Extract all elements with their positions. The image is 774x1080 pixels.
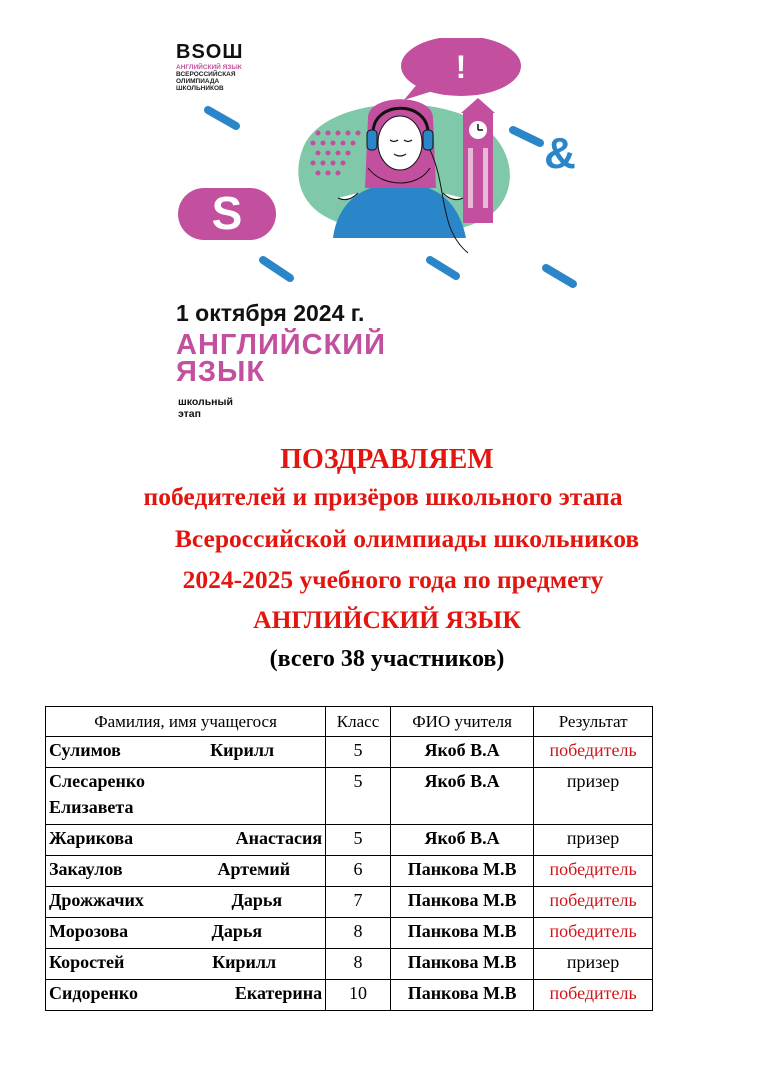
student-name-cell [46, 980, 326, 1011]
student-name-cell [46, 737, 326, 768]
result-cell: призер [534, 949, 653, 980]
brand-subtitle-line4: ШКОЛЬНИКОВ [176, 85, 224, 92]
header-teacher: ФИО учителя [390, 707, 533, 737]
student-name-cell [46, 887, 326, 918]
olympiad-poster [168, 38, 638, 433]
result-cell: победитель [534, 737, 653, 768]
table-row [46, 918, 653, 949]
student-surname: Слесаренко [49, 771, 146, 791]
table-row [46, 768, 653, 825]
headline-winners: победителей и призёров школьного этапа [143, 482, 623, 511]
table-row [46, 887, 653, 918]
headline-congratulations: ПОЗДРАВЛЯЕМ [280, 444, 494, 475]
result-cell: призер [534, 825, 653, 856]
result-cell: победитель [534, 856, 653, 887]
teacher-cell: Панкова М.В [390, 980, 533, 1011]
svg-text:S: S [211, 187, 243, 239]
student-surname: Сулимов [49, 740, 121, 760]
student-given-name: Дарья [211, 921, 263, 941]
results-table [45, 706, 653, 1011]
table-row [46, 856, 653, 887]
student-name-cell [46, 856, 326, 887]
grade-cell: 5 [326, 737, 391, 768]
student-surname: Закаулов [49, 859, 123, 879]
grade-cell: 5 [326, 825, 391, 856]
brand-subtitle-line1: АНГЛИЙСКИЙ ЯЗЫК [176, 64, 242, 71]
table-header-row [46, 707, 653, 737]
grade-cell: 7 [326, 887, 391, 918]
headline-subject: АНГЛИЙСКИЙ ЯЗЫК [253, 605, 521, 634]
student-given-name: Кирилл [210, 740, 275, 760]
brand-logo-text: BSOШ [176, 41, 244, 63]
grade-cell: 5 [326, 768, 391, 825]
header-result: Результат [534, 707, 653, 737]
header-student-name: Фамилия, имя учащегося [46, 707, 326, 737]
result-cell: победитель [534, 918, 653, 949]
teacher-cell: Якоб В.А [390, 768, 533, 825]
student-surname: Коростей [49, 952, 125, 972]
student-surname: Дрожжачих [49, 890, 144, 910]
student-given-name: Екатерина [234, 983, 323, 1003]
brand-subtitle-line2: ВСЕРОССИЙСКАЯ [176, 71, 236, 78]
table-row [46, 949, 653, 980]
table-row [46, 825, 653, 856]
headline-year: 2024-2025 учебного года по предмету [182, 565, 604, 594]
teacher-cell: Панкова М.В [390, 949, 533, 980]
grade-cell: 8 [326, 949, 391, 980]
student-given-name: Артемий [217, 859, 291, 879]
teacher-cell: Якоб В.А [390, 825, 533, 856]
headline-olympiad: Всероссийской олимпиады школьников [174, 524, 640, 553]
grade-cell: 6 [326, 856, 391, 887]
poster-subject [176, 329, 386, 388]
result-cell: победитель [534, 887, 653, 918]
table-row [46, 737, 653, 768]
student-name-cell [46, 825, 326, 856]
result-cell: победитель [534, 980, 653, 1011]
poster-stage-line2: этап [178, 408, 201, 420]
grade-cell: 8 [326, 918, 391, 949]
poster-subject-line1: АНГЛИЙСКИЙ [176, 329, 386, 361]
student-given-name: Дарья [231, 890, 283, 910]
brand-subtitle-line3: ОЛИМПИАДА [176, 78, 220, 85]
svg-text:!: ! [455, 49, 467, 85]
poster-stage [178, 396, 233, 420]
table-row [46, 980, 653, 1011]
speech-bubble-icon [401, 38, 521, 100]
poster-illustration [168, 38, 638, 298]
clock-tower-icon [461, 98, 495, 223]
participant-count: (всего 38 участников) [269, 646, 505, 672]
result-cell: призер [534, 768, 653, 825]
student-name-cell [46, 918, 326, 949]
student-name-cell [46, 768, 326, 825]
student-name-cell [46, 949, 326, 980]
ampersand-decoration: & [544, 129, 576, 178]
student-surname: Морозова [49, 921, 129, 941]
student-given-name: Анастасия [235, 828, 323, 848]
teacher-cell: Якоб В.А [390, 737, 533, 768]
poster-subject-line2: ЯЗЫК [176, 356, 266, 388]
header-grade: Класс [326, 707, 391, 737]
student-given-name: Кирилл [212, 952, 277, 972]
student-given-name: Елизавета [49, 797, 134, 817]
grade-cell: 10 [326, 980, 391, 1011]
student-surname: Сидоренко [49, 983, 138, 1003]
student-surname: Жарикова [49, 828, 134, 848]
teacher-cell: Панкова М.В [390, 918, 533, 949]
teacher-cell: Панкова М.В [390, 856, 533, 887]
poster-stage-line1: школьный [178, 396, 233, 408]
teacher-cell: Панкова М.В [390, 887, 533, 918]
poster-date: 1 октября 2024 г. [176, 300, 365, 326]
